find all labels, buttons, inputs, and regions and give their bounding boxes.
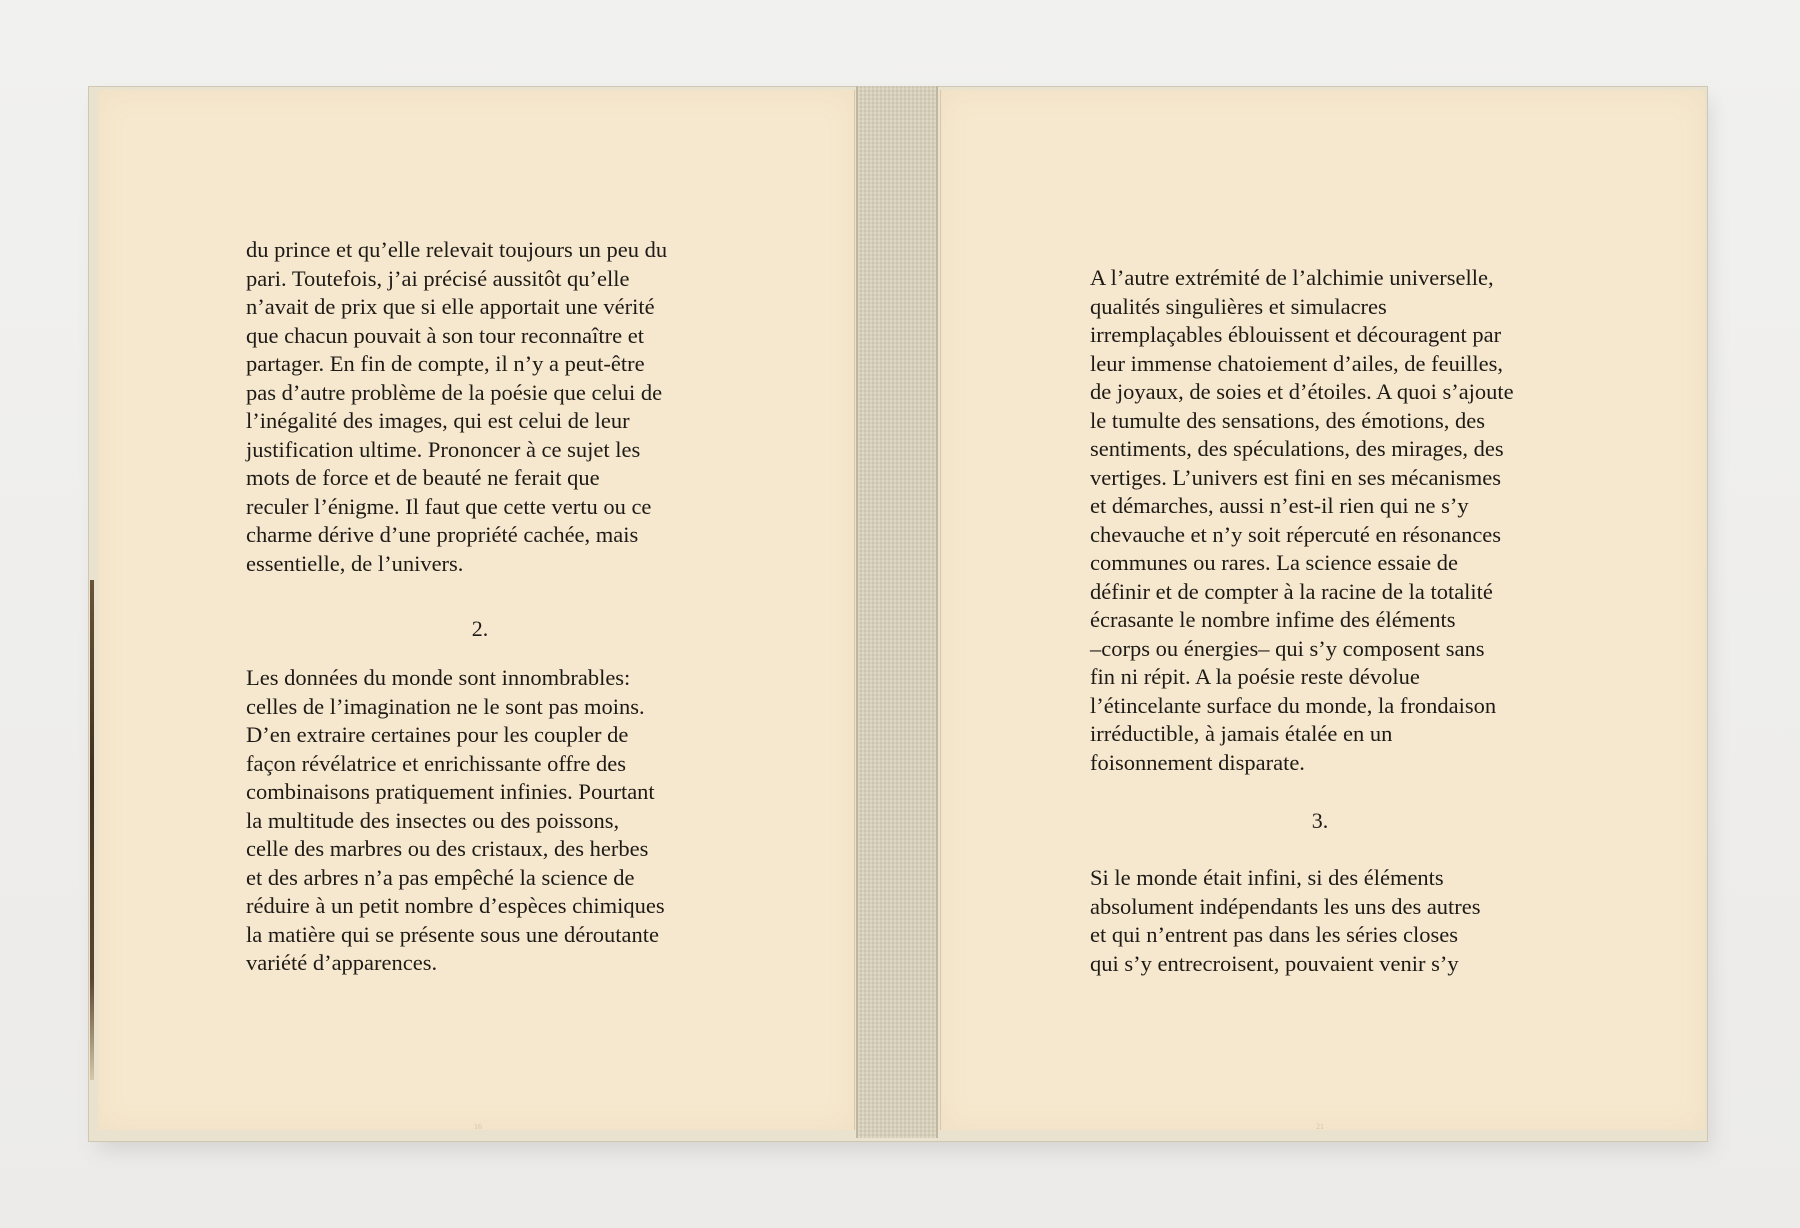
text-line: fin ni répit. A la poésie reste dévolue: [1090, 664, 1420, 689]
section-number-3: 3.: [1311, 808, 1329, 833]
text-line: irréductible, à jamais étalée en un: [1090, 721, 1393, 746]
text-line: charme dérive d’une propriété cachée, mais: [246, 522, 639, 547]
text-line: la multitude des insectes ou des poissons,: [246, 807, 620, 833]
text-line: celle des marbres ou des cristaux, des herbes: [246, 836, 649, 861]
page-number-left: 16: [474, 1122, 482, 1131]
left-paragraph-1: [246, 236, 667, 578]
right-paragraph-1: [1090, 264, 1514, 777]
page-number-right: 21: [1316, 1122, 1324, 1131]
text-line: leur immense chatoiement d’ailes, de feuilles,: [1090, 350, 1503, 376]
text-line: D’en extraire certaines pour les coupler de: [246, 722, 629, 747]
text-line: celles de l’imagination ne le sont pas moins.: [246, 693, 645, 719]
text-line: réduire à un petit nombre d’espèces chimiques: [246, 893, 665, 918]
text-line: communes ou rares. La science essaie de: [1090, 550, 1458, 575]
text-line: Les données du monde sont innombrables:: [246, 665, 631, 690]
text-line: combinaisons pratiquement infinies. Pourtant: [246, 779, 655, 804]
text-line: du prince et qu’elle relevait toujours un peu du: [246, 237, 668, 262]
text-line: sentiments, des spéculations, des mirages, des: [1090, 436, 1504, 461]
text-line: et qui n’entrent pas dans les séries closes: [1090, 922, 1459, 947]
text-line: variété d’apparences.: [246, 950, 438, 975]
text-line: absolument indépendants les uns des autres: [1090, 893, 1481, 919]
text-line: pas d’autre problème de la poésie que celui de: [246, 379, 663, 405]
text-line: chevauche et n’y soit répercuté en résonances: [1090, 521, 1502, 547]
text-line: justification ultime. Prononcer à ce sujet les: [246, 436, 641, 462]
text-line: –corps ou énergies– qui s’y composent sans: [1090, 635, 1485, 661]
text-line: que chacun pouvait à son tour reconnaître et: [246, 322, 644, 348]
text-line: mots de force et de beauté ne ferait que: [246, 465, 600, 490]
text-line: l’étincelante surface du monde, la frondaison: [1090, 692, 1497, 718]
page-edges: [90, 580, 94, 1080]
text-line: façon révélatrice et enrichissante offre des: [246, 750, 627, 776]
text-line: reculer l’énigme. Il faut que cette vertu ou ce: [246, 493, 652, 519]
text-line: qui s’y entrecroisent, pouvaient venir s’y: [1090, 950, 1459, 976]
text-line: la matière qui se présente sous une déroutante: [246, 921, 659, 947]
text-line: écrasante le nombre infime des éléments: [1090, 607, 1456, 632]
text-line: Si le monde était infini, si des éléments: [1090, 865, 1444, 890]
text-line: et démarches, aussi n’est-il rien qui ne s’y: [1090, 493, 1469, 518]
text-line: définir et de compter à la racine de la totalité: [1090, 578, 1493, 604]
book-spine: [856, 86, 938, 1138]
text-line: pari. Toutefois, j’ai précisé aussitôt qu’elle: [246, 265, 630, 291]
text-line: de joyaux, de soies et d’étoiles. A quoi s’ajoute: [1090, 379, 1514, 404]
text-line: foisonnement disparate.: [1090, 749, 1305, 775]
text-line: irremplaçables éblouissent et découragent par: [1090, 322, 1502, 347]
text-line: vertiges. L’univers est fini en ses mécanismes: [1090, 464, 1501, 490]
text-line: le tumulte des sensations, des émotions, des: [1090, 407, 1485, 433]
text-line: A l’autre extrémité de l’alchimie universelle,: [1090, 265, 1494, 290]
section-number-2: 2.: [471, 616, 489, 641]
text-line: partager. En fin de compte, il n’y a peut-être: [246, 351, 645, 376]
text-line: n’avait de prix que si elle apportait une vérité: [246, 294, 655, 319]
text-line: essentielle, de l’univers.: [246, 550, 464, 576]
left-paragraph-2: [246, 664, 665, 978]
text-line: qualités singulières et simulacres: [1090, 293, 1387, 319]
text-line: et des arbres n’a pas empêché la science de: [246, 864, 635, 890]
text-line: l’inégalité des images, qui est celui de leur: [246, 408, 630, 433]
right-paragraph-2: [1090, 864, 1481, 978]
